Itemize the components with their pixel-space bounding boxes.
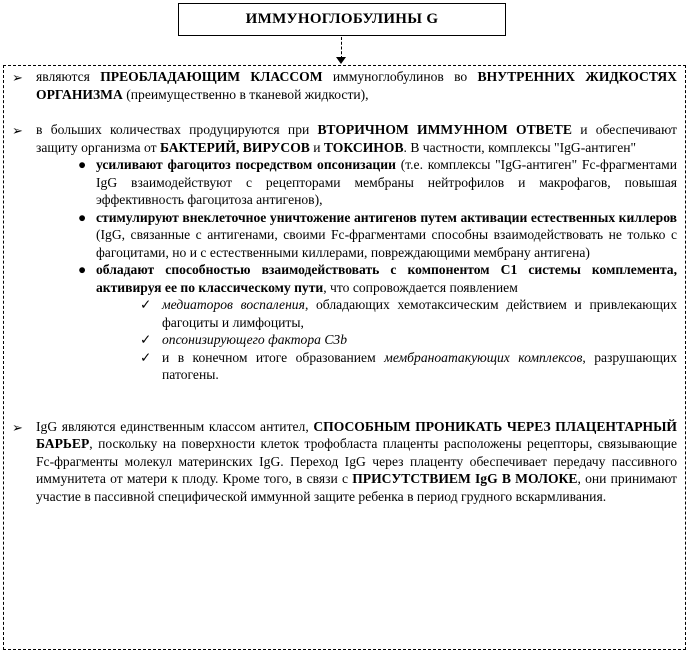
arrow-bullet-icon: ➢ [12, 419, 23, 435]
arrow-bullet-icon: ➢ [12, 123, 23, 138]
p3-bold-1: СПОСОБНЫМ ПРОНИКАТЬ ЧЕРЕЗ ПЛАЦЕНТАРНЫЙ БАРЬЕР [36, 418, 677, 451]
checkmark-icon: ✓ [140, 297, 152, 312]
p2-bold-1: ВТОРИЧНОМ ИММУННОМ ОТВЕТЕ [317, 122, 572, 137]
checkmark-icon: ✓ [140, 332, 152, 347]
check-3-text: и в конечном итоге образованием [162, 349, 385, 365]
bullet-dot-icon: ● [78, 157, 87, 172]
p1-text-2: иммуноглобулинов во [322, 69, 478, 84]
check-2-italic: опсонизирующего фактора С3b [162, 332, 347, 347]
p2-text-1: в больших количествах продуцируются при [36, 122, 318, 137]
p2-bold-3: ТОКСИНОВ [323, 139, 404, 155]
p1-text-3: (преимущественно в тканевой жидкости), [122, 86, 369, 102]
p3-text-1: IgG являются единственным классом антител, [36, 418, 314, 434]
p3-text-2: , поскольку на поверхности клеток трофобласта плаценты расположены рецепторы, связывающие Fc-фрагменты молекул материнских IgG. Переход IgG через плаценту обеспечивает передачу пассивного иммунитета от матери к плоду. Кроме того, в связи с [36, 436, 677, 486]
bullet-1-bold: усиливают фагоцитоз посредством опсонизации [96, 157, 396, 172]
paragraph-2 [10, 121, 677, 384]
check-1-text: , обладающих хемотаксическим действием и привлекающих фагоциты и лимфоциты, [162, 297, 678, 330]
arrow-bullet-icon: ➢ [12, 70, 23, 85]
bullet-2-bold: стимулируют внеклеточное уничтожение антигенов путем активации естественных киллеров [96, 209, 677, 225]
content-box [3, 65, 686, 650]
bullet-3-text: , что сопровождается появлением [323, 279, 518, 295]
bullet-dot-icon: ● [78, 262, 87, 277]
arrow-down-icon [336, 57, 346, 64]
p2-text-2: и обеспечивают защиту организма от [36, 122, 677, 155]
list-item [140, 331, 677, 349]
p3-bold-2: ПРИСУТСТВИЕМ IgG В МОЛОКЕ [352, 471, 578, 486]
p2-text-3: и [309, 139, 324, 155]
check-3-text-2: , разрушающих патогены. [162, 349, 677, 382]
check-3-italic: мембраноатакующих комплексов [384, 349, 583, 365]
check-list [96, 296, 677, 384]
p2-bold-2: БАКТЕРИЙ, ВИРУСОВ [159, 139, 310, 155]
p3-text-3: , они принимают участие в пассивной специфической иммунной защите ребенка в период грудного вскармливания. [36, 471, 677, 504]
check-1-italic: медиаторов воспаления [162, 297, 305, 312]
bullet-dot-icon: ● [78, 209, 87, 225]
connector-line [341, 37, 342, 59]
p1-bold-1: ПРЕОБЛАДАЮЩИМ КЛАССОМ [100, 69, 323, 84]
list-item [140, 296, 677, 331]
bullet-3-bold: обладают способностью взаимодействовать с компонентом С1 системы комплемента, активируя ее по классическому пути [96, 262, 677, 295]
list-item [140, 349, 677, 384]
p1-bold-2: ВНУТРЕННИХ ЖИДКОСТЯХ ОРГАНИЗМА [36, 69, 678, 102]
title: ИММУНОГЛОБУЛИНЫ G [245, 11, 439, 27]
checkmark-icon: ✓ [140, 349, 152, 365]
title-box [178, 3, 506, 36]
paragraph-1 [10, 68, 677, 103]
bullet-2-text: (IgG, связанные с антигенами, своими Fc-фрагментами способны взаимодействовать не только с фагоцитами, но и с естественными киллерами, повреждающими мембрану антигена) [96, 227, 677, 260]
p2-text-4: . В частности, комплексы "IgG-антиген" [403, 139, 637, 155]
p1-text-1: являются [36, 69, 101, 84]
paragraph-3 [10, 418, 677, 506]
bullet-1-text: (т.е. комплексы "IgG-антиген" Fc-фрагментами IgG взаимодействуют с рецепторами мембраны нейтрофилов и макрофагов, повышая эффективность фагоцитоза антигенов), [96, 157, 677, 207]
list-item [76, 261, 677, 384]
list-item [76, 209, 677, 262]
list-item [76, 156, 677, 209]
bullet-list [36, 156, 677, 384]
